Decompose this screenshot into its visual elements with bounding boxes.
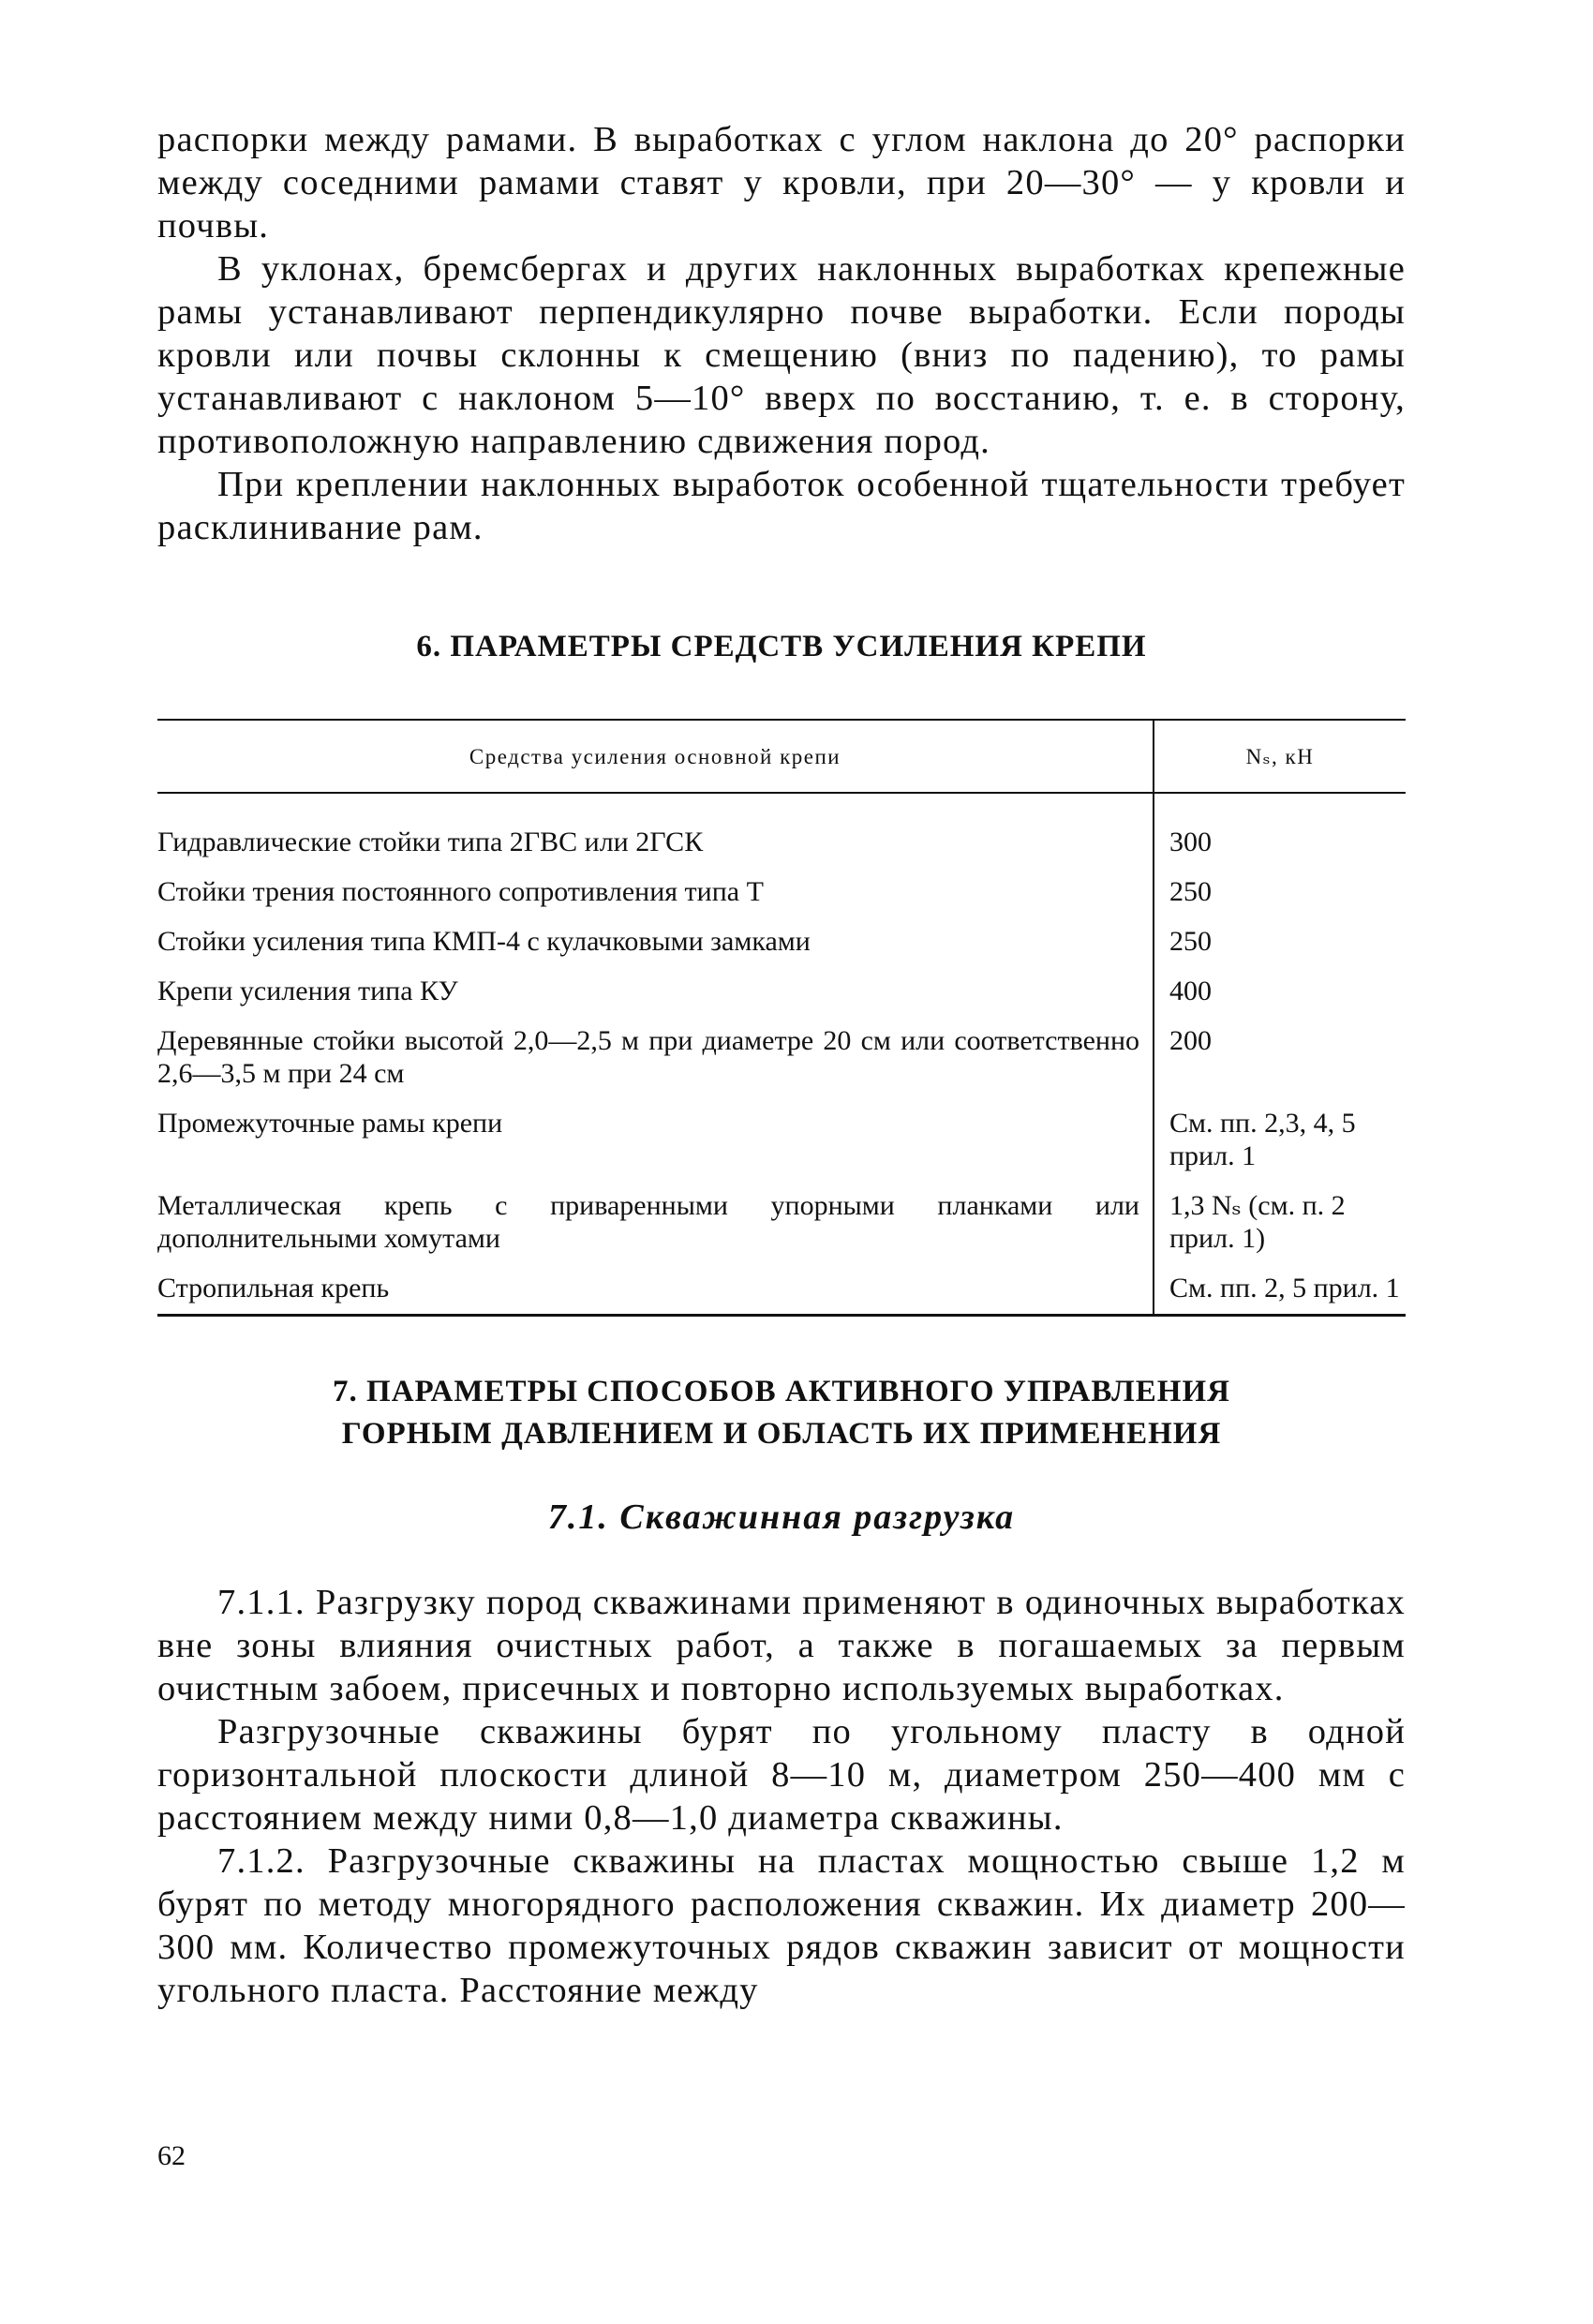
table-row [157,1107,1406,1189]
section-7-title [157,1371,1406,1455]
reinforcement-parameters-table [157,719,1406,1317]
row-name: Металлическая крепь с приваренными упорными планками или дополнительными хомутами [157,1190,1139,1254]
row-value: 200 [1154,1024,1406,1107]
intro-paragraph-2: В уклонах, бремсбергах и других наклонных выработках крепежные рамы устанавливают перпендикулярно почве выработки. Если породы кровли или почвы склонны к смещению (вниз по падению), то рамы устанавливают с наклоном 5—10° вверх по восстанию, т. е. в сторону, противоположную направлению сдвижения пород. [157,249,1406,461]
table-row [157,1024,1406,1107]
row-value: См. пп. 2,3, 4, 5 прил. 1 [1154,1107,1406,1189]
column-header-means: Средства усиления основной крепи [157,720,1154,793]
column-header-ns: Nₛ, кН [1154,720,1406,793]
table-header-row [157,720,1406,793]
section-7-paragraph-2: Разгрузочные скважины бурят по угольному пласту в одной горизонтальной плоскости длиной 8—10 м, диаметром 250—400 мм с расстоянием между ними 0,8—1,0 диаметра скважины. [157,1712,1406,1838]
intro-paragraph-3: При креплении наклонных выработок особенной тщательности требует расклинивание рам. [157,465,1406,547]
table-row [157,1189,1406,1272]
row-value: 250 [1154,925,1406,975]
section-7-title-line-2: ГОРНЫМ ДАВЛЕНИЕМ И ОБЛАСТЬ ИХ ПРИМЕНЕНИЯ [341,1417,1222,1451]
table-row [157,793,1406,875]
section-7-paragraph-1: 7.1.1. Разгрузку пород скважинами применяют в одиночных выработках вне зоны влияния очистных работ, а также в погашаемых за первым очистным забоем, присечных и повторно используемых выработках. [157,1583,1406,1708]
row-value: 1,3 Nₛ (см. п. 2 прил. 1) [1154,1189,1406,1272]
section-7-paragraph-3: 7.1.2. Разгрузочные скважины на пластах мощностью свыше 1,2 м бурят по методу многорядного расположения скважин. Их диаметр 200—300 мм. Количество промежуточных рядов скважин зависит от мощности угольного пласта. Расстояние между [157,1841,1406,2010]
row-name: Стропильная крепь [157,1273,390,1304]
intro-paragraph-1: распорки между рамами. В выработках с углом наклона до 20° распорки между соседними рамами ставят у кровли, при 20—30° — у кровли и почвы. [157,120,1406,246]
row-name: Крепи усиления типа КУ [157,976,458,1006]
page-number: 62 [157,2140,186,2171]
row-value: 400 [1154,975,1406,1024]
subsection-7-1-title: 7.1. Скважинная разгрузка [547,1497,1016,1537]
row-name: Деревянные стойки высотой 2,0—2,5 м при диаметре 20 см или соответственно 2,6—3,5 м при 24 см [157,1025,1139,1089]
row-name: Гидравлические стойки типа 2ГВС или 2ГСК [157,827,704,857]
section-7-title-line-1: 7. ПАРАМЕТРЫ СПОСОБОВ АКТИВНОГО УПРАВЛЕНИЯ [333,1375,1230,1408]
table-row [157,925,1406,975]
row-name: Стойки трения постоянного сопротивления типа Т [157,876,764,907]
table-row [157,875,1406,925]
row-value: 250 [1154,875,1406,925]
table-row [157,1272,1406,1316]
row-name: Стойки усиления типа КМП-4 с кулачковыми замками [157,926,811,957]
page-content [157,118,1406,2012]
table-row [157,975,1406,1024]
row-name: Промежуточные рамы крепи [157,1108,503,1139]
section-6-title: 6. ПАРАМЕТРЫ СРЕДСТВ УСИЛЕНИЯ КРЕПИ [416,630,1147,663]
row-value: См. пп. 2, 5 прил. 1 [1154,1272,1406,1316]
row-value: 300 [1154,793,1406,875]
